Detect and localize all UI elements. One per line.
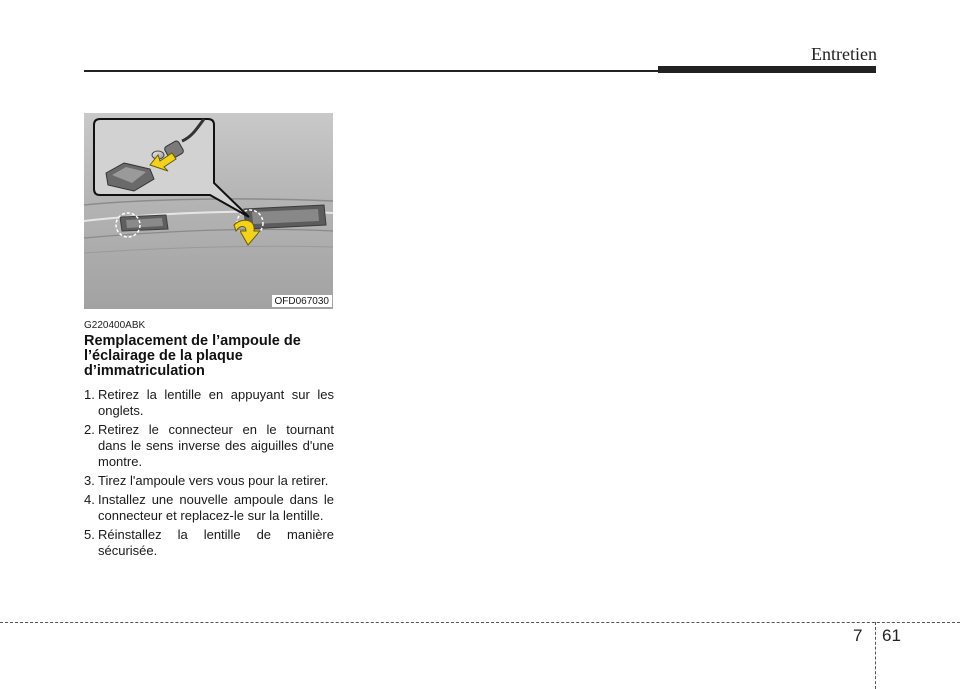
step-number: 3.: [84, 473, 95, 488]
step-text: Installez une nouvelle ampoule dans le connecteur et replacez-le sur la lentille.: [98, 492, 334, 523]
chapter-number: 7: [853, 626, 863, 645]
illustration-figure: [84, 113, 333, 309]
figure-code: OFD067030: [272, 295, 332, 307]
list-item: [84, 473, 334, 489]
step-number: 2.: [84, 422, 95, 437]
step-number: 1.: [84, 387, 95, 402]
steps-list: [84, 387, 334, 562]
section-code: G220400ABK: [84, 320, 146, 331]
section-title: Remplacement de l’ampoule de l’éclairage de la plaque d’immatriculation: [84, 333, 301, 379]
step-number: 5.: [84, 527, 95, 542]
step-number: 4.: [84, 492, 95, 507]
license-plate-lamp-illustration: [84, 113, 333, 309]
page-number-divider: [875, 622, 876, 689]
chapter-title: Entretien: [811, 44, 877, 64]
step-text: Retirez le connecteur en le tournant dans le sens inverse des aiguilles d'une montre.: [98, 422, 334, 469]
header-rule: [84, 70, 660, 72]
step-text: Réinstallez la lentille de manière sécurisée.: [98, 527, 334, 558]
list-item: [84, 527, 334, 559]
step-text: Tirez l'ampoule vers vous pour la retirer.: [98, 473, 329, 488]
list-item: [84, 387, 334, 419]
list-item: [84, 422, 334, 470]
page-number: 61: [882, 626, 901, 645]
header-rule-accent: [658, 66, 876, 73]
footer-rule: [0, 622, 960, 623]
step-text: Retirez la lentille en appuyant sur les onglets.: [98, 387, 334, 418]
list-item: [84, 492, 334, 524]
